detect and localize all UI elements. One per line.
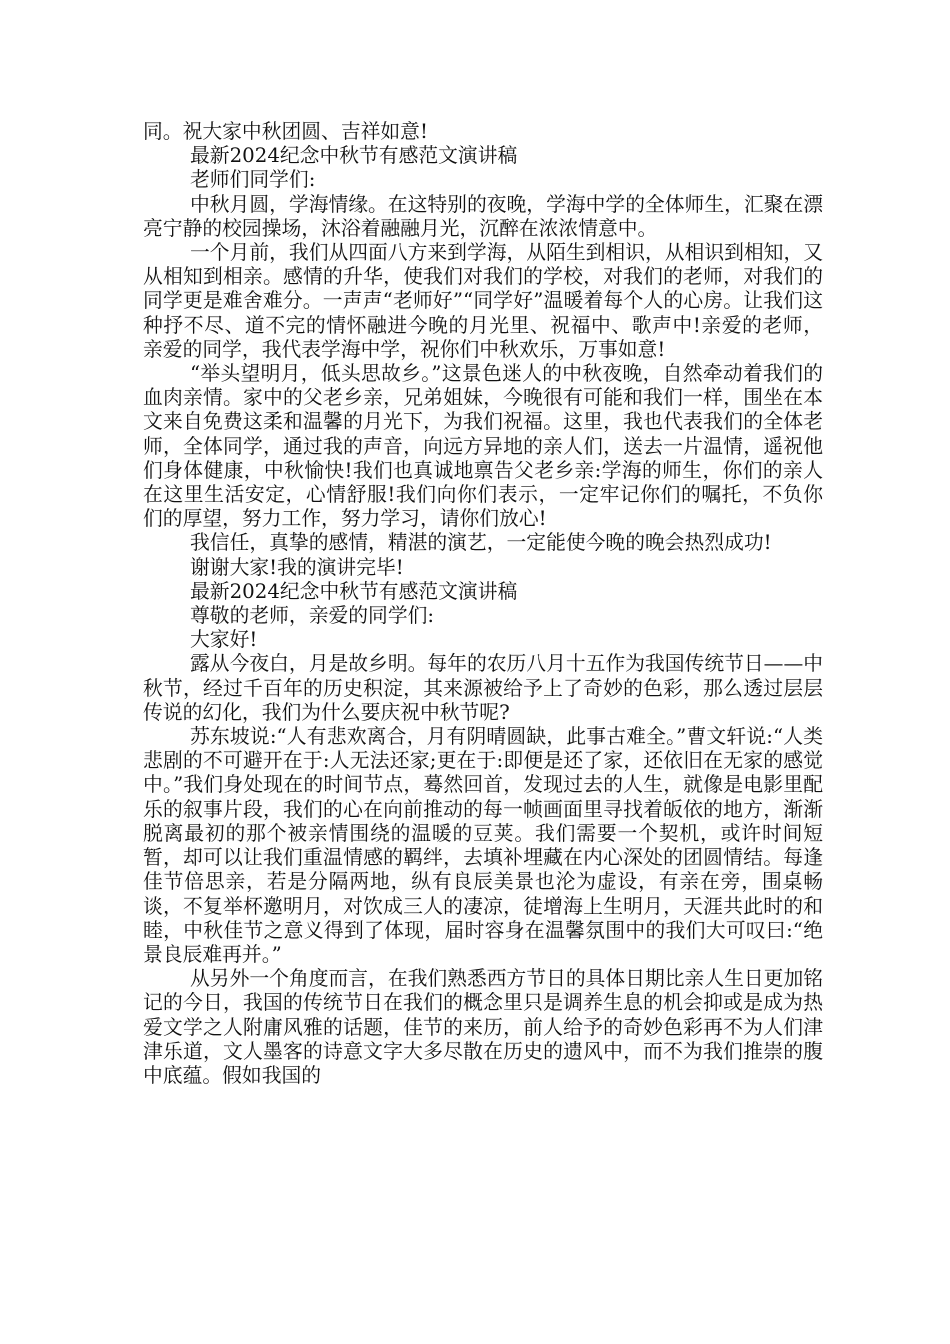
speech-title-1: 最新2024纪念中秋节有感范文演讲稿: [190, 144, 518, 168]
greeting: 大家好!: [190, 628, 258, 652]
document-page: [143, 120, 823, 1088]
paragraph-12: 露从今夜白，月是故乡明。每年的农历八月十五作为我国传统节日——中秋节，经过千百年的历史积淀，其来源被给予上了奇妙的色彩，那么透过层层传说的幻化，我们为什么要庆祝中秋节呢?: [143, 652, 824, 724]
paragraph-1: 同。祝大家中秋团圆、吉祥如意!: [143, 120, 428, 143]
salutation-1: 老师们同学们:: [190, 168, 316, 192]
paragraph-7: 我信任，真挚的感情，精湛的演艺，一定能使今晚的晚会热烈成功!: [190, 531, 772, 555]
paragraph-4: 中秋月圆，学海情缘。在这特别的夜晚，学海中学的全体师生，汇聚在漂亮宁静的校园操场，沐浴着融融月光，沉醉在浓浓情意中。: [143, 192, 824, 240]
salutation-2: 尊敬的老师，亲爱的同学们:: [190, 604, 435, 628]
closing-1: 谢谢大家!我的演讲完毕!: [190, 555, 404, 579]
paragraph-13: 苏东坡说:“人有悲欢离合，月有阴晴圆缺，此事古难全。”曹文轩说:“人类悲剧的不可避开在于:人无法还家;更在于:即便是还了家，还依旧在无家的感觉中。”我们身处现在的时间节点，蓦然回首，发现过去的人生，就像是电影里配乐的叙事片段，我们的心在向前推动的每一帧画面里寻找着皈依的地方，渐渐脱离最初的那个被亲情围绕的温暖的豆荚。我们需要一个契机，或许时间短暂，却可以让我们重温情感的羁绊，去填补埋藏在内心深处的团圆情结。每逢佳节倍思亲，若是分隔两地，纵有良辰美景也沦为虚设，有亲在旁，围桌畅谈，不复举杯邀明月，对饮成三人的凄凉，徒增海上生明月，天涯共此时的和睦，中秋佳节之意义得到了体现，届时容身在温馨氛围中的我们大可叹曰:“绝景良辰难再并。”: [143, 725, 823, 966]
speech-title-2: 最新2024纪念中秋节有感范文演讲稿: [190, 579, 518, 603]
paragraph-6: “举头望明月，低头思故乡。”这景色迷人的中秋夜晚，自然牵动着我们的血肉亲情。家中的父老乡亲，兄弟姐妹，今晚很有可能和我们一样，围坐在本文来自免费这柔和温馨的月光下，为我们祝福。这里，我也代表我们的全体老师，全体同学，通过我的声音，向远方异地的亲人们，送去一片温情，遥祝他们身体健康，中秋愉快!我们也真诚地禀告父老乡亲:学海的师生，你们的亲人在这里生活安定，心情舒服!我们向你们表示，一定牢记你们的嘱托，不负你们的厚望，努力工作，努力学习，请你们放心!: [143, 362, 823, 531]
paragraph-5: 一个月前，我们从四面八方来到学海，从陌生到相识，从相识到相知，又从相知到相亲。感情的升华，使我们对我们的学校，对我们的老师，对我们的同学更是难舍难分。一声声“老师好”“同学好”温暖着每个人的心房。让我们这种抒不尽、道不完的情怀融进今晚的月光里、祝福中、歌声中!亲爱的老师，亲爱的同学，我代表学海中学，祝你们中秋欢乐，万事如意!: [143, 241, 824, 361]
paragraph-14: 从另外一个角度而言，在我们熟悉西方节日的具体日期比亲人生日更加铭记的今日，我国的传统节日在我们的概念里只是调养生息的机会抑或是成为热爱文学之人附庸风雅的话题，佳节的来历，前人给予的奇妙色彩再不为人们津津乐道，文人墨客的诗意文字大多尽散在历史的遗风中，而不为我们推崇的腹中底蕴。假如我国的: [143, 967, 824, 1087]
